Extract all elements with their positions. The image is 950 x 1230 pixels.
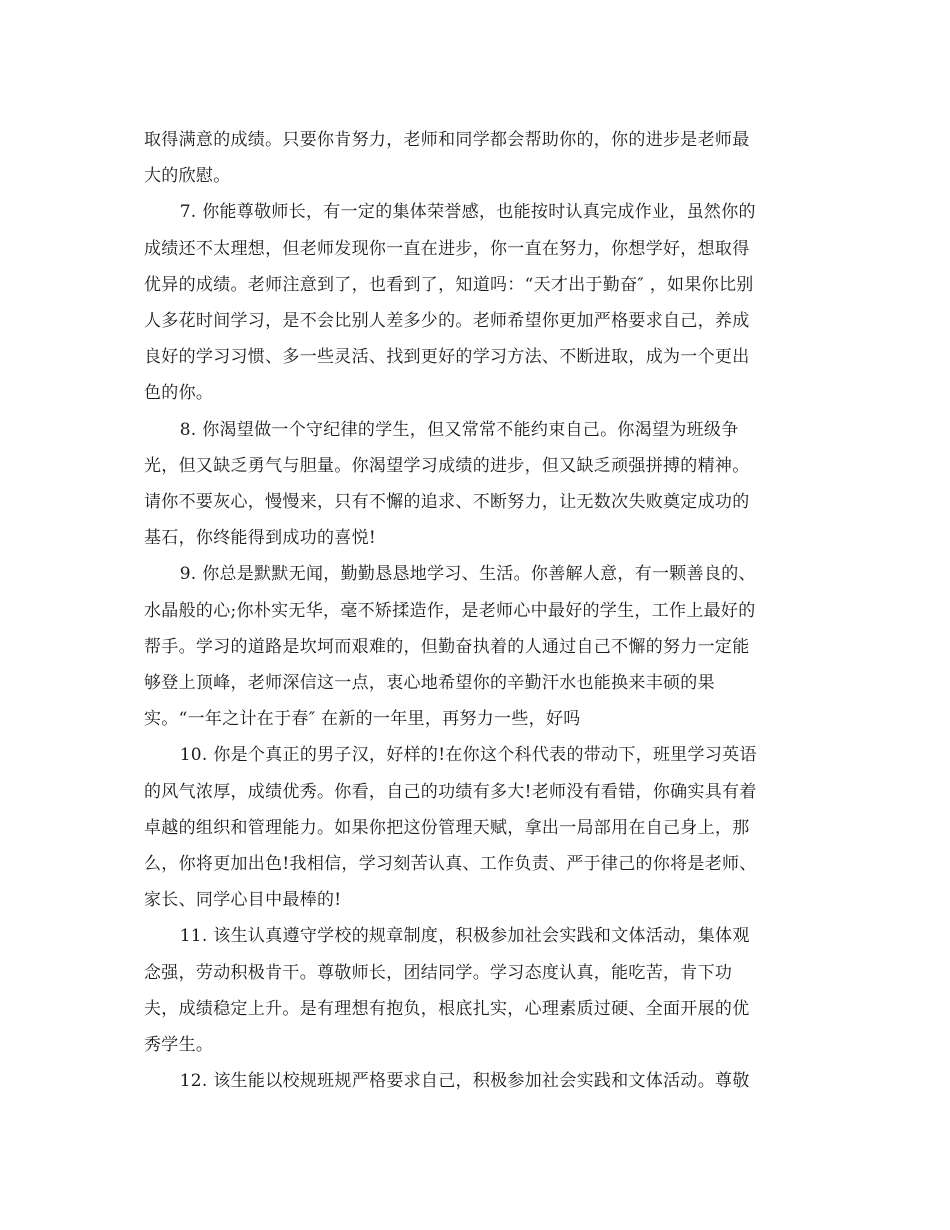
text-line: 光，但又缺乏勇气与胆量。你渴望学习成绩的进步，但又缺乏顽强拼搏的精神。 <box>144 455 750 476</box>
text-line: 取得满意的成绩。只要你肯努力，老师和同学都会帮助你的，你的进步是老师最 <box>144 130 750 150</box>
text-line: 11. 该生认真遵守学校的规章制度，积极参加社会实践和文体活动，集体观 <box>179 926 750 947</box>
text-line: 念强，劳动积极肯干。尊敬师长，团结同学。学习态度认真，能吃苦，肯下功 <box>144 962 733 983</box>
document-body <box>144 122 808 1099</box>
text-line: 12. 该生能以校规班规严格要求自己，积极参加社会实践和文体活动。尊敬 <box>179 1071 750 1092</box>
text-line: 够登上顶峰，老师深信这一点，衷心地希望你的辛勤汗水也能换来丰硕的果 <box>144 673 715 694</box>
paragraph-10 <box>144 737 808 918</box>
text-line: 色的你。 <box>144 383 214 404</box>
paragraph-11 <box>144 918 808 1063</box>
text-line: 实。“一年之计在于春″ 在新的一年里，再努力一些，好吗 <box>144 709 581 730</box>
text-line: 的风气浓厚，成绩优秀。你看，自己的功绩有多大!老师没有看错，你确实具有着 <box>144 781 757 802</box>
text-line: 良好的学习习惯、多一些灵活、找到更好的学习方法、不断进取，成为一个更出 <box>144 347 750 368</box>
text-line: 水晶般的心;你朴实无华，毫不矫揉造作，是老师心中最好的学生，工作上最好的 <box>144 600 756 621</box>
paragraph-8 <box>144 412 808 557</box>
text-line: 大的欣慰。 <box>144 166 231 187</box>
text-line: 基石，你终能得到成功的喜悦! <box>144 528 377 549</box>
text-line: 9. 你总是默默无闻，勤勤恳恳地学习、生活。你善解人意，有一颗善良的、 <box>179 564 756 585</box>
text-line: 请你不要灰心，慢慢来，只有不懈的追求、不断努力，让无数次失败奠定成功的 <box>144 492 750 513</box>
text-line: 么，你将更加出色!我相信，学习刻苦认真、工作负责、严于律己的你将是老师、 <box>144 854 757 875</box>
text-line: 家长、同学心目中最棒的! <box>144 890 342 911</box>
paragraph-9 <box>144 556 808 737</box>
text-line: 成绩还不太理想，但老师发现你一直在进步，你一直在努力，你想学好，想取得 <box>144 238 750 259</box>
text-line: 夫，成绩稳定上升。是有理想有抱负，根底扎实，心理素质过硬、全面开展的优 <box>144 998 750 1019</box>
text-line: 人多花时间学习，是不会比别人差多少的。老师希望你更加严格要求自己，养成 <box>144 311 750 332</box>
text-line: 秀学生。 <box>144 1035 214 1056</box>
text-line: 10. 你是个真正的男子汉，好样的!在你这个科代表的带动下，班里学习英语 <box>179 745 757 766</box>
text-line: 帮手。学习的道路是坎坷而艰难的，但勤奋执着的人通过自己不懈的努力一定能 <box>144 636 750 657</box>
paragraph-7 <box>144 194 808 411</box>
paragraph-6-continuation <box>144 122 808 194</box>
text-line: 卓越的组织和管理能力。如果你把这份管理天赋，拿出一局部用在自己身上，那 <box>144 817 750 838</box>
text-line: 优异的成绩。老师注意到了，也看到了，知道吗：“天才出于勤奋″ ，如果你比别 <box>144 274 754 295</box>
text-line: 8. 你渴望做一个守纪律的学生，但又常常不能约束自己。你渴望为班级争 <box>179 419 739 440</box>
text-line: 7. 你能尊敬师长，有一定的集体荣誉感，也能按时认真完成作业，虽然你的 <box>179 202 756 223</box>
paragraph-12 <box>144 1063 808 1099</box>
